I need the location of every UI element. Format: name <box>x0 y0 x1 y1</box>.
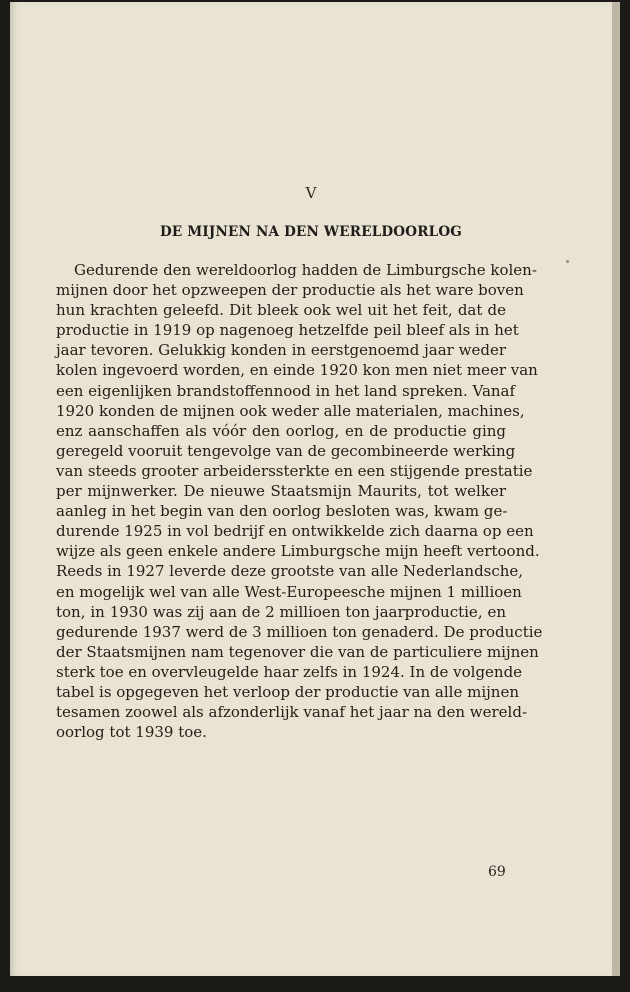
paragraph-line: tesamen zoowel als afzonderlijk vanaf het jaar na den wereld- <box>56 703 528 722</box>
paragraph-line: der Staatsmijnen nam tegenover die van de particuliere mijnen <box>56 642 539 661</box>
paragraph-line: mijnen door het opzweepen der productie als het ware boven <box>56 281 524 300</box>
paragraph-line: hun krachten geleefd. Dit bleek ook wel uit het feit, dat de <box>56 301 506 320</box>
scan-bottom-border <box>0 976 630 992</box>
paper-speck <box>566 260 569 263</box>
paragraph-line: geregeld vooruit tengevolge van de gecombineerde werking <box>56 441 516 460</box>
paragraph-line: productie in 1919 op nagenoeg hetzelfde peil bleef als in het <box>56 321 519 340</box>
paragraph-line: per mijnwerker. De nieuwe Staatsmijn Maurits, tot welker <box>56 482 506 501</box>
paragraph-line: Gedurende den wereldoorlog hadden de Limburgsche kolen- <box>74 261 537 279</box>
paragraph-line: ton, in 1930 was zij aan de 2 millioen ton jaarproductie, en <box>56 602 506 621</box>
paragraph-line: van steeds grooter arbeiderssterkte en een stijgende prestatie <box>56 461 533 480</box>
paragraph-line: tabel is opgegeven het verloop der productie van alle mijnen <box>56 682 519 701</box>
paragraph-line: sterk toe en overvleugelde haar zelfs in 1924. In de volgende <box>56 662 523 681</box>
body-paragraph <box>56 260 543 742</box>
paragraph-line: wijze als geen enkele andere Limburgsche mijn heeft vertoond. <box>56 542 540 561</box>
paragraph-line: jaar tevoren. Gelukkig konden in eerstgenoemd jaar weder <box>56 341 506 360</box>
paragraph-line: oorlog tot 1939 toe. <box>56 723 207 742</box>
paragraph-line: gedurende 1937 werd de 3 millioen ton genaderd. De productie <box>56 622 543 641</box>
paragraph-line: kolen ingevoerd worden, en einde 1920 kon men niet meer van <box>56 361 538 380</box>
paragraph-line: Reeds in 1927 leverde deze grootste van alle Nederlandsche, <box>56 562 524 581</box>
paragraph-line: 1920 konden de mijnen ook weder alle materialen, machines, <box>56 401 525 420</box>
paragraph-line: enz aanschaffen als vóór den oorlog, en de productie ging <box>56 421 506 440</box>
page-number: 69 <box>488 864 506 880</box>
page-edge <box>612 2 620 976</box>
chapter-title: DE MIJNEN NA DEN WERELDOORLOG <box>159 224 463 240</box>
chapter-number: V <box>305 184 317 202</box>
paragraph-line: en mogelijk wel van alle West-Europeesche mijnen 1 millioen <box>56 582 522 601</box>
paragraph-line: een eigenlijken brandstoffennood in het land spreken. Vanaf <box>56 381 516 400</box>
paragraph-line: aanleg in het begin van den oorlog besloten was, kwam ge- <box>56 502 508 521</box>
paragraph-line: durende 1925 in vol bedrijf en ontwikkelde zich daarna op een <box>56 522 534 541</box>
book-page <box>10 2 612 976</box>
